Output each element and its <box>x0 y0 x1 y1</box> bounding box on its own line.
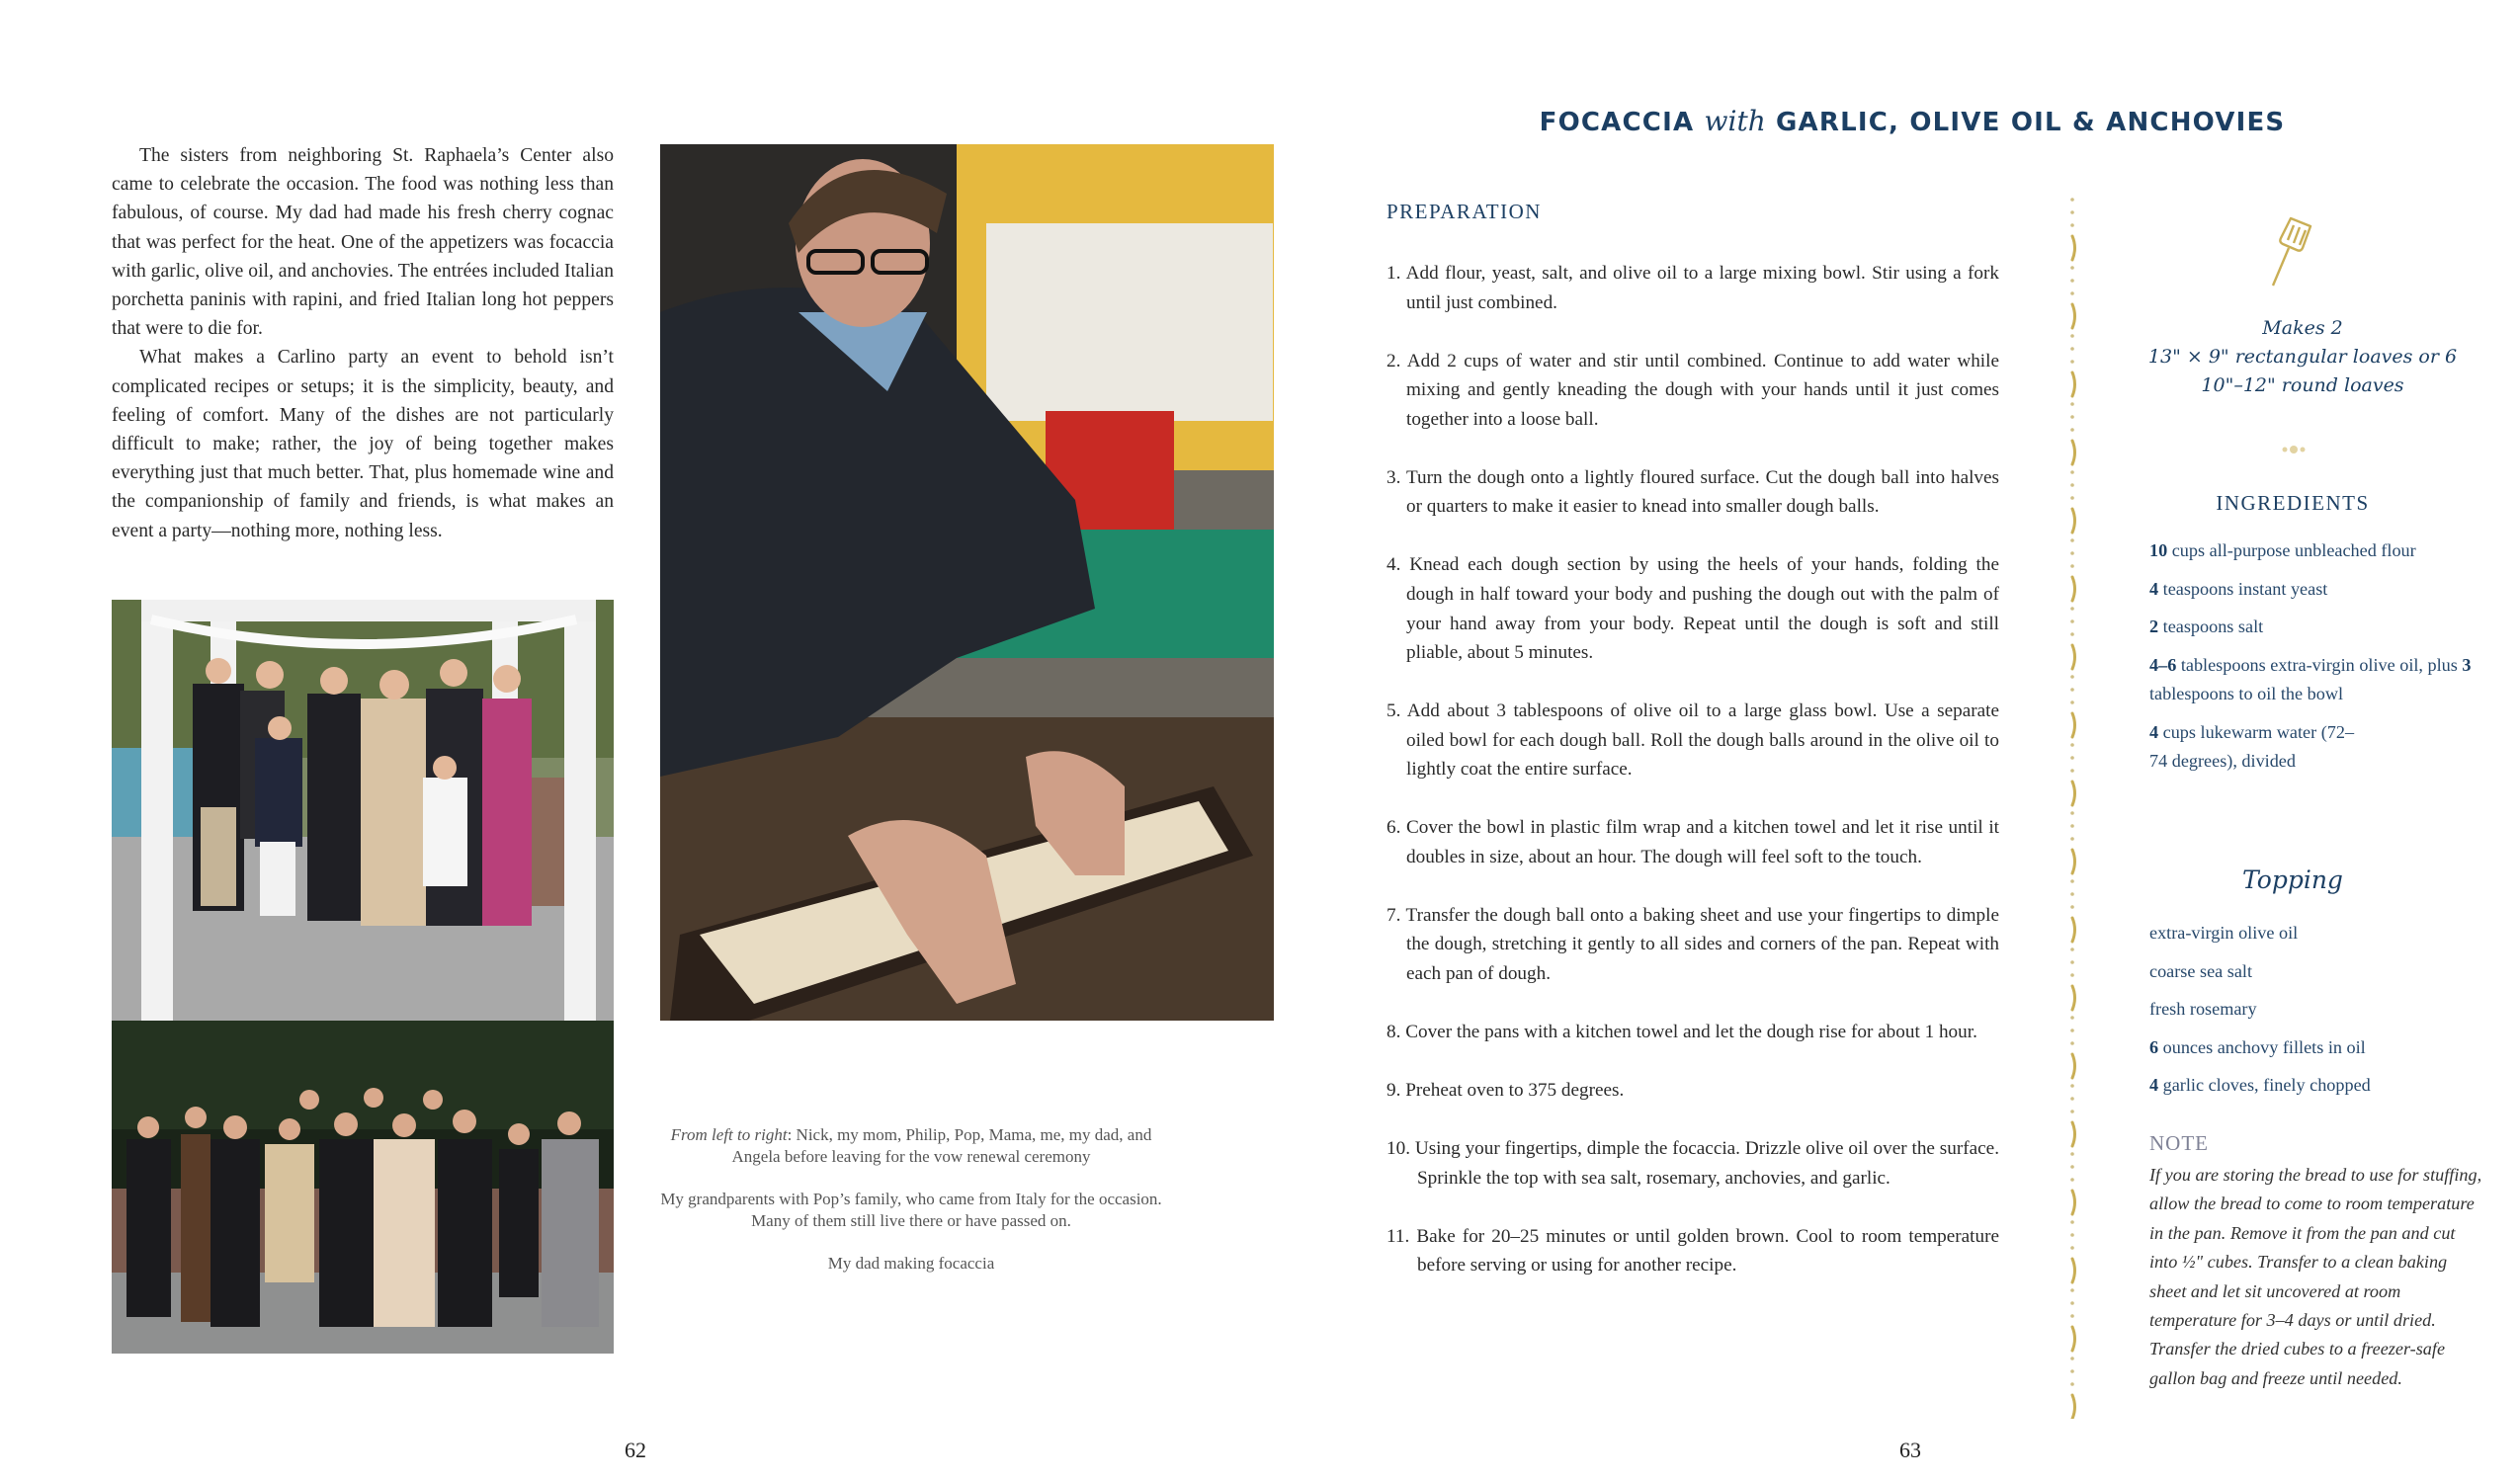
divider-bracket <box>2072 1327 2075 1351</box>
page-number-left: 62 <box>625 1438 646 1462</box>
topping-qty: 4 <box>2149 1075 2159 1095</box>
divider-bracket <box>2072 782 2075 805</box>
divider-bracket <box>2072 1054 2075 1078</box>
divider-bracket <box>2072 1122 2075 1146</box>
divider-dot <box>2070 1165 2074 1169</box>
title-part-1: FOCACCIA <box>1539 108 1705 137</box>
divider-dot <box>2070 496 2074 500</box>
yield-line-3: 10"–12" round loaves <box>2201 374 2404 396</box>
divider-dot <box>2070 1288 2074 1292</box>
divider-dot <box>2070 1152 2074 1156</box>
divider-dot <box>2070 279 2074 283</box>
divider-dot <box>2070 266 2074 270</box>
step-item: 8. Cover the pans with a kitchen towel and let the dough rise for about 1 hour. <box>1386 1022 1977 1043</box>
ingredient-text: teaspoons instant yeast <box>2158 578 2328 599</box>
note-heading: NOTE <box>2149 1131 2209 1155</box>
yield-line-1: Makes 2 <box>2262 317 2343 339</box>
step-item: 5. Add about 3 tablespoons of olive oil to a large glass bowl. Use a separate oiled bowl for each dough ball. Roll the dough balls around in the olive oil to lightly coat the entire surface. <box>1386 700 1999 781</box>
step-item: 10. Using your fingertips, dimple the focaccia. Drizzle olive oil over the surface. Sprinkle the top with sea salt, rosemary, anchovies, and garlic. <box>1386 1137 1999 1189</box>
photo-extended-family <box>112 1021 614 1354</box>
divider-dot <box>2070 675 2074 679</box>
gold-dotted-divider <box>2065 194 2083 1419</box>
divider-dot <box>2070 1178 2074 1182</box>
divider-dot <box>2070 837 2074 841</box>
ingredients-heading: INGREDIENTS <box>2216 491 2370 515</box>
divider-bracket <box>2072 850 2075 873</box>
divider-bracket <box>2072 986 2075 1010</box>
divider-dot <box>2070 1301 2074 1305</box>
divider-dot <box>2070 1382 2074 1386</box>
divider-dot <box>2070 1233 2074 1237</box>
step-item: 11. Bake for 20–25 minutes or until golden brown. Cool to room temperature before serving or using for another recipe. <box>1386 1225 1999 1276</box>
title-with: with <box>1704 105 1766 137</box>
dot-ornament-icon <box>2277 441 2310 453</box>
title-part-2: GARLIC, OLIVE OIL & ANCHOVIES <box>1765 108 2286 137</box>
topping-heading: Topping <box>2242 865 2343 894</box>
spatula-icon <box>2261 212 2320 291</box>
divider-dot <box>2070 960 2074 964</box>
divider-dot <box>2070 632 2074 636</box>
caption-italic-lead: From left to right <box>670 1125 788 1144</box>
divider-dot <box>2070 743 2074 747</box>
divider-dot <box>2070 1110 2074 1113</box>
caption-family: My grandparents with Pop’s family, who came from Italy for the occasion. Many of them still live there or have passed on. <box>660 1190 1162 1230</box>
divider-bracket <box>2072 441 2075 464</box>
divider-dot <box>2070 210 2074 214</box>
divider-dot <box>2070 360 2074 364</box>
divider-bracket <box>2072 1395 2075 1419</box>
step-item: 7. Transfer the dough ball onto a baking sheet and use your fingertips to dimple the dough, stretching it gently to all sides and corners of the pan. Repeat with each pan of dough. <box>1386 904 1999 985</box>
ingredient-qty: 4–6 <box>2149 654 2177 675</box>
divider-bracket <box>2072 713 2075 737</box>
step-item: 2. Add 2 cups of water and stir until combined. Continue to add water while mixing and gently kneading the dough with your hands until it just comes together into a loose ball. <box>1386 350 1999 430</box>
divider-dot <box>2070 334 2074 338</box>
divider-dot <box>2070 428 2074 432</box>
divider-dot <box>2070 700 2074 704</box>
photo-dad-making-focaccia <box>660 144 1274 1021</box>
ingredient-text: cups all-purpose unbleached flour <box>2167 540 2416 560</box>
ingredient-text: tablespoons extra-virgin olive oil, plus <box>2176 654 2463 675</box>
divider-bracket <box>2072 304 2075 328</box>
divider-dot <box>2070 402 2074 406</box>
topping-qty: 6 <box>2149 1036 2159 1057</box>
topping-item <box>2149 995 2485 1025</box>
divider-bracket <box>2072 372 2075 396</box>
note-text: If you are storing the bread to use for stuffing, allow the bread to come to room temperature in the pan. Remove it from the pan and cut into ½" cubes. Transfer to a clean baking sheet and let sit uncovered at room temperature for 3–4 days or until dried. Transfer the dried cubes to a freezer-safe gallon bag and freeze until needed. <box>2149 1165 2482 1388</box>
left-page-body <box>112 141 614 545</box>
divider-bracket <box>2072 918 2075 942</box>
photo-captions <box>652 1124 1170 1295</box>
ingredient-item <box>2149 536 2485 566</box>
recipe-yield <box>2140 314 2466 400</box>
divider-dot <box>2070 1029 2074 1032</box>
topping-list <box>2149 919 2485 1110</box>
topping-text: garlic cloves, finely chopped <box>2158 1075 2371 1095</box>
divider-dot <box>2070 470 2074 474</box>
ingredient-item <box>2149 575 2485 605</box>
divider-dot <box>2070 1357 2074 1360</box>
caption-gazebo <box>652 1124 1170 1168</box>
topping-item <box>2149 957 2485 987</box>
divider-dot <box>2070 769 2074 773</box>
divider-dot <box>2070 811 2074 815</box>
topping-text: coarse sea salt <box>2149 960 2253 981</box>
divider-dot <box>2070 551 2074 555</box>
divider-dot <box>2070 564 2074 568</box>
divider-dot <box>2070 483 2074 487</box>
yield-line-2: 13" × 9" rectangular loaves or 6 <box>2147 346 2458 368</box>
divider-dot <box>2070 1220 2074 1224</box>
ingredient-qty: 2 <box>2149 617 2159 636</box>
divider-dot <box>2070 198 2074 202</box>
divider-dot <box>2070 619 2074 623</box>
divider-dot <box>2070 415 2074 419</box>
ingredient-item <box>2149 613 2485 642</box>
preparation-heading: PREPARATION <box>1386 200 1542 223</box>
ingredient-text-2: tablespoons to oil the bowl <box>2149 684 2344 703</box>
divider-dot <box>2070 1314 2074 1318</box>
divider-dot <box>2070 291 2074 295</box>
body-paragraph: The sisters from neighboring St. Raphaela’s Center also came to celebrate the occasion. The food was nothing less than fabulous, of course. My dad had made his fresh cherry cognac that was perfect for the heat. One of the appetizers was focaccia with garlic, olive oil, and anchovies. The entrées included Italian porchetta paninis with rapini, and fried Italian long hot peppers that were to die for. <box>112 145 614 340</box>
topping-text: ounces anchovy fillets in oil <box>2158 1036 2366 1057</box>
divider-dot <box>2070 538 2074 542</box>
preparation-steps <box>1386 259 1999 1309</box>
topping-item <box>2149 1071 2485 1101</box>
step-item: 3. Turn the dough onto a lightly floured surface. Cut the dough ball into halves or quarters to make it easier to knead into smaller dough balls. <box>1386 466 1999 518</box>
topping-text: fresh rosemary <box>2149 999 2257 1019</box>
divider-dot <box>2070 879 2074 883</box>
topping-item <box>2149 1033 2485 1063</box>
step-item: 4. Knead each dough section by using the heels of your hands, folding the dough in half toward your body and pushing the dough out with the palm of your hand away from your body. Repeat until the dough is soft and still pliable, about 5 minutes. <box>1386 554 1999 664</box>
ingredient-text: cups lukewarm water (72–74 degrees), divided <box>2149 721 2355 771</box>
step-item: 6. Cover the bowl in plastic film wrap and a kitchen towel and let it rise until it doubles in size, about an hour. The dough will feel soft to the touch. <box>1386 817 1999 867</box>
divider-dot <box>2070 973 2074 977</box>
photo-gazebo-family <box>112 600 614 1021</box>
divider-dot <box>2070 1097 2074 1101</box>
body-paragraph: What makes a Carlino party an event to behold isn’t complicated recipes or setups; it is the simplicity, beauty, and feeling of comfort. Many of the dishes are not particularly difficult to make; rather, the joy of being together makes everything just that much better. That, plus homemade wine and the companionship of family and friends, is what makes an event a party—nothing more, nothing less. <box>112 347 614 541</box>
ingredients-list <box>2149 536 2485 785</box>
divider-bracket <box>2072 1191 2075 1214</box>
divider-dot <box>2070 1084 2074 1088</box>
divider-dot <box>2070 1369 2074 1373</box>
divider-dot <box>2070 892 2074 896</box>
recipe-title <box>1423 105 2401 137</box>
ingredient-qty-2: 3 <box>2462 654 2472 675</box>
ingredient-item <box>2149 718 2367 777</box>
divider-dot <box>2070 347 2074 351</box>
divider-bracket <box>2072 509 2075 533</box>
divider-dot <box>2070 1016 2074 1020</box>
divider-dot <box>2070 947 2074 951</box>
divider-dot <box>2070 223 2074 227</box>
topping-text: extra-virgin olive oil <box>2149 923 2299 943</box>
divider-bracket <box>2072 577 2075 601</box>
step-item: 1. Add flour, yeast, salt, and olive oil to a large mixing bowl. Stir using a fork until just combined. <box>1386 263 1999 313</box>
divider-bracket <box>2072 236 2075 260</box>
divider-dot <box>2070 905 2074 909</box>
ingredient-qty: 10 <box>2149 540 2168 560</box>
ingredient-text: teaspoons salt <box>2158 617 2264 636</box>
caption-gazebo-text: : Nick, my mom, Philip, Pop, Mama, me, my dad, and Angela before leaving for the vow renewal ceremony <box>731 1125 1152 1166</box>
caption-dad: My dad making focaccia <box>827 1254 995 1273</box>
page-number-right: 63 <box>1899 1438 1921 1462</box>
divider-dot <box>2070 824 2074 828</box>
divider-dot <box>2070 607 2074 611</box>
step-item: 9. Preheat oven to 375 degrees. <box>1386 1080 1625 1101</box>
divider-bracket <box>2072 1259 2075 1282</box>
ingredient-qty: 4 <box>2149 721 2159 742</box>
divider-dot <box>2070 1246 2074 1250</box>
ingredient-qty: 4 <box>2149 578 2159 599</box>
topping-item <box>2149 919 2485 948</box>
divider-bracket <box>2072 645 2075 669</box>
divider-dot <box>2070 756 2074 760</box>
divider-dot <box>2070 1041 2074 1045</box>
divider-dot <box>2070 688 2074 692</box>
ingredient-item <box>2149 651 2485 709</box>
